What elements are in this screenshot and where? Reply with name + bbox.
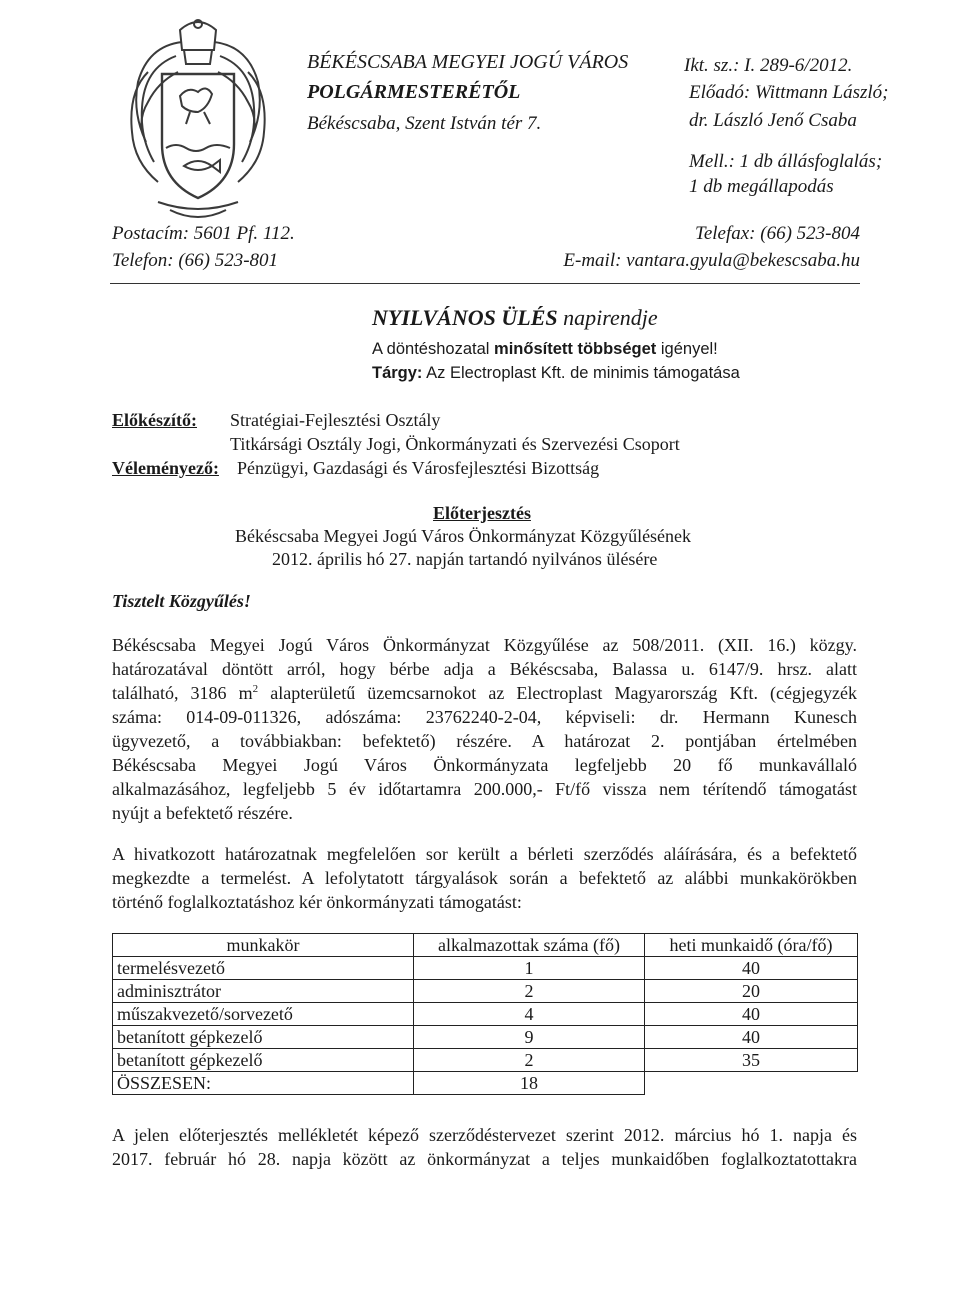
reviewer-label: Véleményező: [112, 458, 219, 478]
office-name: POLGÁRMESTERÉTŐL [307, 81, 521, 103]
table-cell: betanított gépkezelő [113, 1026, 414, 1049]
table-cell: 2 [414, 980, 645, 1003]
email-address: E-mail: vantara.gyula@bekescsaba.hu [563, 250, 860, 271]
table-cell: 4 [414, 1003, 645, 1026]
table-cell: betanított gépkezelő [113, 1049, 414, 1072]
table-cell: 40 [645, 957, 858, 980]
postal-address: Postacím: 5601 Pf. 112. [112, 223, 295, 244]
paragraph-3-line: A jelen előterjesztés mellékletét képező szerződéstervezet szerint 2012. március hó 1. napja és [112, 1125, 857, 1145]
paragraph-2 [112, 842, 857, 914]
preparer-1: Stratégiai-Fejlesztési Osztály [230, 410, 441, 430]
paragraph-2-line: megkezdte a termelést. A lefolytatott tárgyalások során a befektető az alábbi munkakörökben [112, 868, 857, 888]
table-cell: 1 [414, 957, 645, 980]
presenter-1: Előadó: Wittmann László; [689, 82, 889, 103]
table-header-cell: alkalmazottak száma (fő) [414, 934, 645, 957]
salutation: Tisztelt Közgyűlés! [112, 591, 251, 611]
table-cell: 20 [645, 980, 858, 1003]
table-row [113, 980, 858, 1003]
paragraph-3-line: 2017. február hó 28. napja között az önkormányzat a teljes munkaidőben foglalkoztatottakra [112, 1149, 857, 1169]
table-row [113, 1049, 858, 1072]
table-cell: műszakvezető/sorvezető [113, 1003, 414, 1026]
paragraph-1-line: található, 3186 $m^2$ alapterületű üzemcsarnokot az Electroplast Magyarország Kft. (cégjegyzék [112, 683, 857, 703]
attachment-2: 1 db megállapodás [689, 176, 834, 197]
submission-title: Előterjesztés [433, 503, 531, 523]
agenda-title-main: NYILVÁNOS ÜLÉS [372, 305, 558, 330]
preparer-2: Titkársági Osztály Jogi, Önkormányzati és Szervezési Csoport [230, 434, 680, 454]
header-divider [110, 283, 860, 284]
paragraph-1-line: határozatával döntött arról, hogy bérbe adja a Békéscsaba, Balassa u. 6147/9. hrsz. alatt [112, 659, 857, 679]
fax-number: Telefax: (66) 523-804 [695, 223, 860, 244]
coat-of-arms-icon [118, 12, 278, 232]
paragraph-1-line: alkalmazásához, legfeljebb 5 év időtartamra 200.000,- Ft/fő vissza nem térítendő támogatást [112, 779, 857, 799]
table-header-row [113, 934, 858, 957]
phone-number: Telefon: (66) 523-801 [112, 250, 279, 271]
table-cell: 35 [645, 1049, 858, 1072]
paragraph-2-line: történő foglalkoztatáshoz kér önkormányzati támogatást: [112, 892, 522, 912]
table-cell: termelésvezető [113, 957, 414, 980]
paragraph-1-line: száma: 014-09-011326, adószáma: 23762240-2-04, képviseli: dr. Hermann Kunesch [112, 707, 857, 727]
reviewer: Pénzügyi, Gazdasági és Városfejlesztési Bizottság [237, 458, 600, 478]
agenda-title-suffix: napirendje [563, 305, 658, 330]
table-row [113, 957, 858, 980]
paragraph-2-line: A hivatkozott határozatnak megfelelően sor került a bérleti szerződés aláírására, és a befektető [112, 844, 857, 864]
table-cell: 2 [414, 1049, 645, 1072]
paragraph-1-line: Békéscsaba Megyei Jogú Város Önkormányzat Közgyűlése az 508/2011. (XII. 16.) közgy. [112, 635, 857, 655]
table-empty-cell [645, 1072, 858, 1095]
table-row [113, 1003, 858, 1026]
submission-line-2: 2012. április hó 27. napján tartandó nyilvános ülésére [272, 549, 658, 569]
paragraph-1-line: nyújt a befektető részére. [112, 803, 293, 823]
paragraph-1-line: ügyvezető, a továbbiakban: befektető) részére. A határozat 2. pontjában értelmében [112, 731, 857, 751]
table-total-row [113, 1072, 858, 1095]
jobs-table [112, 933, 858, 1095]
table-total-value: 18 [414, 1072, 645, 1095]
file-number: Ikt. sz.: I. 289-6/2012. [684, 55, 853, 76]
table-cell: 40 [645, 1026, 858, 1049]
decision-requirement: A döntéshozatal minősített többséget igényel! [372, 340, 718, 358]
preparer-label: Előkészítő: [112, 410, 197, 430]
table-header-cell: munkakör [113, 934, 414, 957]
paragraph-1 [112, 633, 857, 825]
table-cell: 9 [414, 1026, 645, 1049]
table-total-label: ÖSSZESEN: [113, 1072, 414, 1095]
paragraph-3 [112, 1123, 857, 1171]
table-header-cell: heti munkaidő (óra/fő) [645, 934, 858, 957]
submission-line-1: Békéscsaba Megyei Jogú Város Önkormányzat Közgyűlésének [235, 526, 692, 546]
attachment-1: Mell.: 1 db állásfoglalás; [689, 151, 883, 172]
table-row [113, 1026, 858, 1049]
city-name: BÉKÉSCSABA MEGYEI JOGÚ VÁROS [307, 51, 629, 73]
paragraph-1-line: Békéscsaba Megyei Jogú Város Önkormányzata legfeljebb 20 fő munkavállaló [112, 755, 857, 775]
table-cell: 40 [645, 1003, 858, 1026]
table-cell: adminisztrátor [113, 980, 414, 1003]
presenter-2: dr. László Jenő Csaba [689, 110, 857, 131]
subject-line: Tárgy: Az Electroplast Kft. de minimis támogatása [372, 364, 740, 382]
office-address: Békéscsaba, Szent István tér 7. [307, 113, 542, 134]
agenda-title [372, 305, 658, 331]
